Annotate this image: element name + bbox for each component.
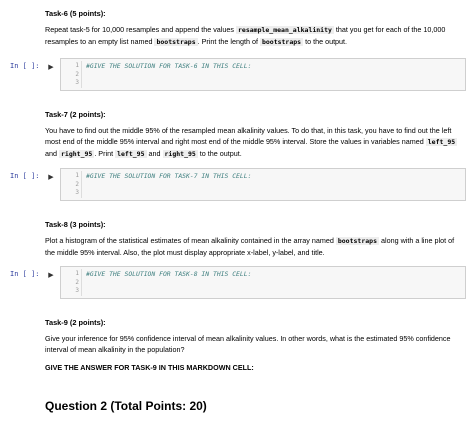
task8-text-b: along with a line plot of the middle 95% interval. Also, the plot must display appropriate x-label, y-label, and title. [45,236,455,257]
task9-answer-prompt: GIVE THE ANSWER FOR TASK-9 IN THIS MARKDOWN CELL: [45,363,254,372]
task7-code-a: left_95 [427,138,456,146]
task8-text-a: Plot a histogram of the statistical estimates of mean alkalinity contained in the array named [45,236,336,245]
task8-description [45,235,465,258]
task6-cell-prompt: In [ ]: [10,62,40,70]
line-number: 3 [75,287,79,294]
task6-code-b: bootstraps [156,38,196,46]
task8-code-cell[interactable] [48,266,466,299]
task7-text-a: You have to find out the middle 95% of the resampled mean alkalinity values. To do that, in this task, you have to find out the left most end of the middle 95% interval and right most end of the middle 95% interval. Store the values in variables named [45,126,452,146]
task6-text-d: to the output. [303,37,348,46]
line-number: 3 [75,79,79,86]
line-number: 1 [75,172,79,179]
task7-title: Task-7 (2 points): [45,110,106,119]
task6-title: Task-6 (5 points): [45,9,106,18]
run-cell-icon[interactable]: ▶ [48,174,54,181]
task6-code-comment[interactable]: #GIVE THE SOLUTION FOR TASK-6 IN THIS CELL: [86,62,252,70]
task8-code-comment[interactable]: #GIVE THE SOLUTION FOR TASK-8 IN THIS CELL: [86,270,252,278]
task6-code-c: bootstraps [261,38,302,46]
task7-text-d: and [146,149,163,158]
task8-code-a: bootstraps [337,237,377,245]
task7-code-cell[interactable] [48,168,466,201]
line-number: 3 [75,189,79,196]
task7-code-c: left_95 [117,150,145,158]
task7-description [45,125,465,160]
task7-code-d: right_95 [164,150,196,158]
gutter-divider [81,269,82,296]
task6-code-cell[interactable] [48,58,466,91]
gutter-divider [81,171,82,198]
task9-markdown [45,317,465,373]
task8-markdown [45,219,465,258]
task7-text-e: to the output. [197,149,242,158]
line-number: 1 [75,270,79,277]
task6-text-b: that you get for each of the 10,000 resamples to an empty list named [45,25,446,46]
gutter-divider [81,61,82,88]
task8-title: Task-8 (3 points): [45,220,106,229]
task7-text-b: and [45,149,59,158]
task7-markdown [45,109,465,160]
task8-cell-prompt: In [ ]: [10,270,40,278]
task7-code-comment[interactable]: #GIVE THE SOLUTION FOR TASK-7 IN THIS CELL: [86,172,252,180]
task6-markdown [45,8,465,48]
task7-cell-prompt: In [ ]: [10,172,40,180]
task9-title: Task-9 (2 points): [45,318,106,327]
line-number: 2 [75,180,79,188]
task6-code-a: resample_mean_alkalinity [238,26,332,34]
task7-text-c: . Print [94,149,116,158]
task7-line-numbers [67,172,79,198]
line-number: 2 [75,70,79,78]
run-cell-icon[interactable]: ▶ [48,64,54,71]
task6-line-numbers [67,62,79,88]
task6-description [45,24,465,48]
question2-heading: Question 2 (Total Points: 20) [45,399,207,413]
task8-line-numbers [67,270,79,296]
task9-description: Give your inference for 95% confidence interval of mean alkalinity values. In other words, what is the estimated 95% confidence interval of mean alkalinity in the population? [45,334,451,354]
line-number: 1 [75,62,79,69]
line-number: 2 [75,278,79,286]
task6-text-c: . Print the length of [197,37,260,46]
task7-code-b: right_95 [61,150,93,158]
run-cell-icon[interactable]: ▶ [48,272,54,279]
task6-text-a: Repeat task-5 for 10,000 resamples and append the values [45,25,236,34]
